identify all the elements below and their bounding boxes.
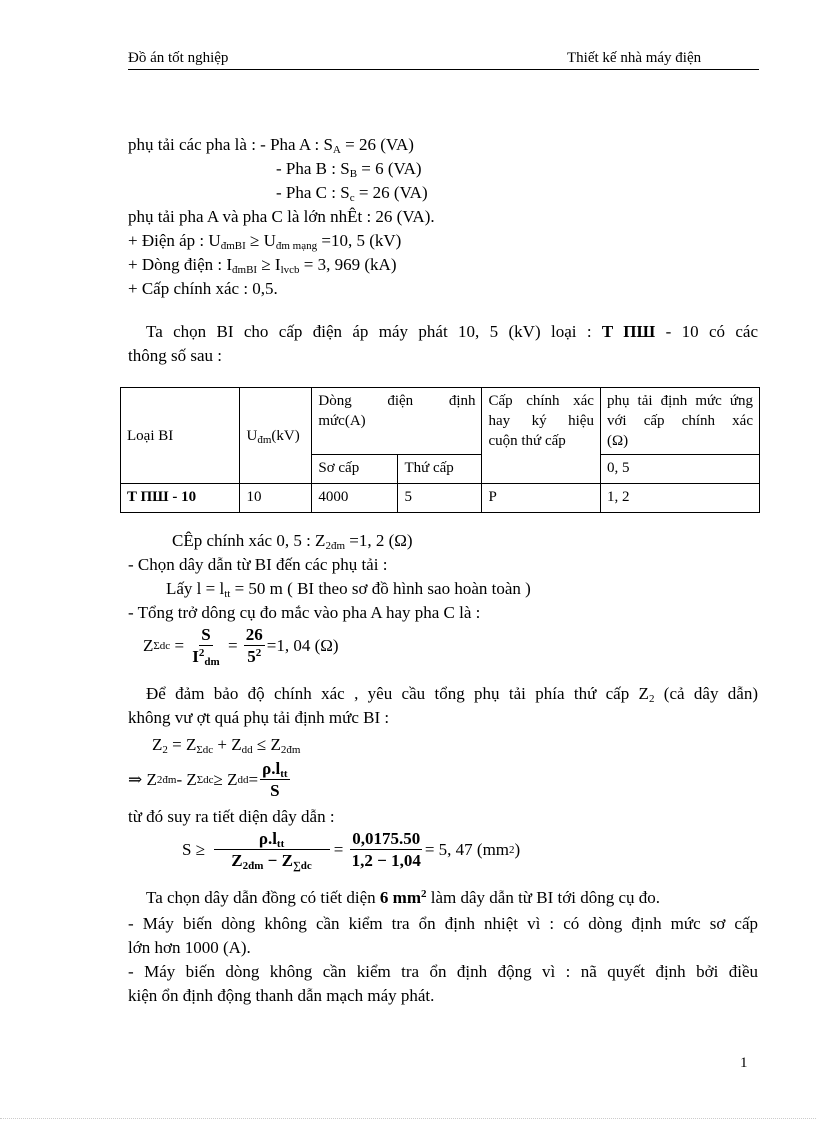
cell-type: T ПШ - 10 bbox=[121, 484, 240, 513]
thermal-line-1: - Máy biến dòng không cần kiểm tra ổn định nhiệt vì : có dòng định mức sơ cấp bbox=[128, 914, 758, 933]
page-bottom-divider bbox=[0, 1118, 816, 1119]
formula-zdd: ⇒ Z 2đm - Z Σdc ≥ Z dd = $\frac{\rho.l_{tt}}{S}$ bbox=[128, 759, 288, 800]
thermal-line-2: lớn hơn 1000 (A). bbox=[128, 938, 251, 957]
wire-choose: - Chọn dây dẫn từ BI đến các phụ tải : bbox=[128, 555, 388, 574]
th-voltage: $U_{đm}(kV)$ bbox=[240, 388, 312, 484]
th-secondary: Thứ cấp bbox=[398, 455, 482, 484]
cell-class: P bbox=[482, 484, 600, 513]
loads-max: phụ tải pha A và pha C là lớn nhÊt : 26 (VA). bbox=[128, 207, 435, 226]
formula-impedance: Z Σdc = $\frac{S}{I^2_{dm}}$ = $\frac{26}{5^2}$ =1, 04 (Ω) bbox=[143, 625, 339, 668]
cond-current: + Dòng điện : $I_{đmBI} \ge I_{lvcb} = 3$, 969 (kA) bbox=[128, 255, 397, 276]
th-primary: Sơ cấp bbox=[312, 455, 398, 484]
loads-phase-c: - Pha C : $S_c = 26$ (VA) bbox=[276, 183, 428, 204]
impedance-line: - Tổng trở dông cụ đo mắc vào pha A hay pha C là : bbox=[128, 603, 481, 622]
ensure-line-2: không vư ợt quá phụ tải định mức BI : bbox=[128, 708, 390, 727]
cond-voltage: + Điện áp : $U_{đmBI} \ge U_{đm mạng} =10$, 5 (kV) bbox=[128, 231, 402, 252]
loads-phase-b: - Pha B : $S_B = 6$ (VA) bbox=[276, 159, 422, 180]
dynamic-line-1: - Máy biến dòng không cần kiểm tra ổn định động vì : nã quyết định bởi điều bbox=[128, 962, 758, 981]
th-current: Dòng điện định mức(A) bbox=[312, 388, 482, 455]
cell-primary: 4000 bbox=[312, 484, 398, 513]
loads-phase-a: phụ tải các pha là : - Pha A : $S_A = 26$ (VA) bbox=[128, 135, 414, 156]
page-number: 1 bbox=[740, 1055, 748, 1071]
cell-secondary: 5 bbox=[398, 484, 482, 513]
cell-load: 1, 2 bbox=[600, 484, 759, 513]
formula-z2: $Z_2 = Z_{\Sigma dc} + Z_{dd} \le Z_{2đm}$ bbox=[152, 735, 301, 756]
th-class: Cấp chính xác hay ký hiệu cuộn thứ cấp bbox=[482, 388, 600, 484]
cell-voltage: 10 bbox=[240, 484, 312, 513]
bi-spec-table bbox=[120, 387, 760, 513]
header-left: Đồ án tốt nghiệp bbox=[128, 50, 229, 66]
ensure-line-1: Để đảm bảo độ chính xác , yêu cầu tổng phụ tải phía thứ cấp $Z_2$ (cả dây dẫn) bbox=[146, 684, 758, 705]
derive-line: từ đó suy ra tiết diện dây dẫn : bbox=[128, 807, 335, 826]
dynamic-line-2: kiện ổn định động thanh dẫn mạch máy phát. bbox=[128, 986, 435, 1005]
header-right: Thiết kế nhà máy điện bbox=[567, 50, 702, 66]
accuracy-line: CÊp chính xác 0, 5 : $Z_{2đm} =1$, 2 (Ω) bbox=[172, 531, 413, 552]
th-load: phụ tải định mức ứng với cấp chính xác (Ω) bbox=[600, 388, 759, 455]
choose-line-1: Ta chọn BI cho cấp điện áp máy phát 10, 5 (kV) loại : T ПШ - 10 có các bbox=[146, 322, 758, 341]
choose-line-2: thông số sau : bbox=[128, 346, 222, 365]
final-choice: Ta chọn dây dẫn đồng có tiết diện 6 $mm^2$ làm dây dẫn từ BI tới dông cụ đo. bbox=[146, 888, 661, 907]
formula-section: S ≥ $\frac{\rho.l_{tt}}{Z_{2đm} - Z_{\sum dc}}$ = $\frac{0,0175.50}{1,2 - 1,04}$ = 5, 47 (mm 2 ) bbox=[182, 829, 521, 872]
th-type: Loại BI bbox=[121, 388, 240, 484]
cond-accuracy: + Cấp chính xác : 0,5. bbox=[128, 279, 278, 298]
take-length: Lấy $l = l_{tt} = 50$ m ( BI theo sơ đồ hình sao hoàn toàn ) bbox=[166, 579, 531, 600]
header-rule bbox=[128, 69, 759, 70]
th-load-class: 0, 5 bbox=[600, 455, 759, 484]
